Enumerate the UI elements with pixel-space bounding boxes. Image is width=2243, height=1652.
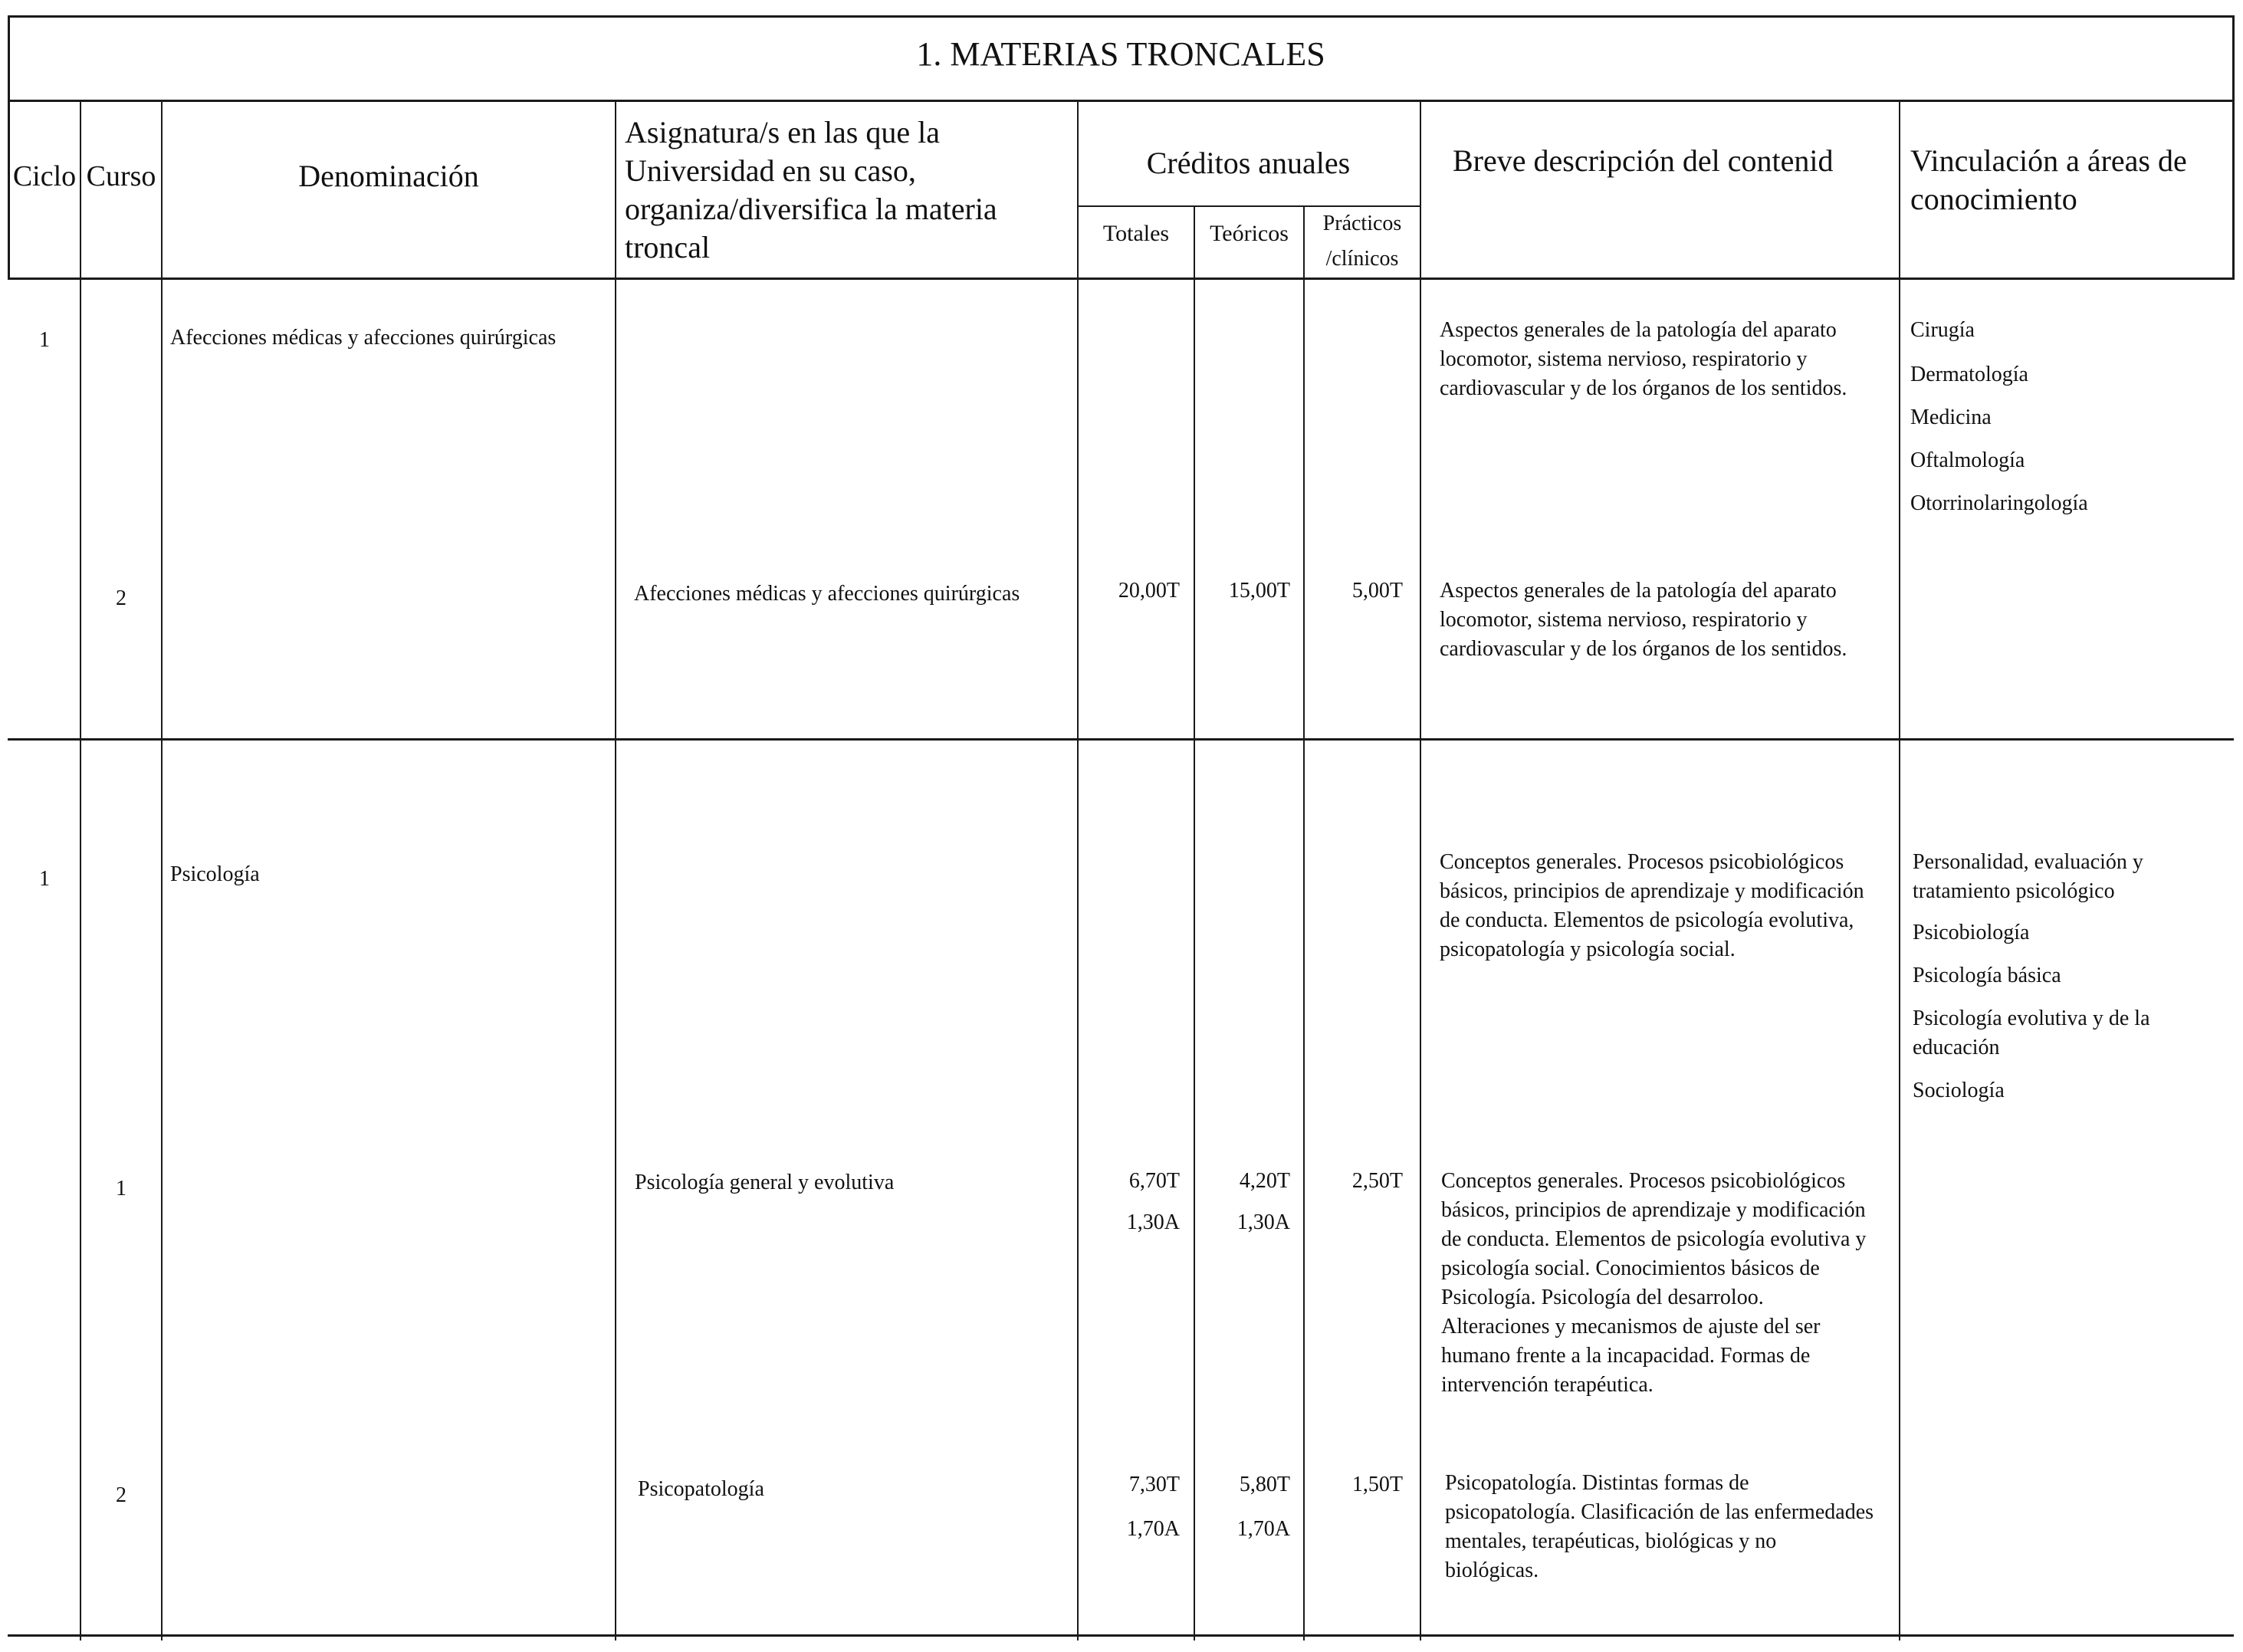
header-teoricos: Teóricos — [1210, 221, 1289, 246]
s2-sub2-totales-2: 1,70A — [1126, 1517, 1180, 1541]
header-ciclo: Ciclo — [12, 160, 77, 192]
page-title: 1. MATERIAS TRONCALES — [916, 35, 1325, 73]
header-practicos-line-2: /clínicos — [1325, 247, 1399, 271]
s1-area-1: Cirugía — [1910, 318, 1975, 342]
header-asignaturas-line-3: organiza/diversifica la materia — [625, 192, 997, 226]
header-descripcion: Breve descripción del contenid — [1453, 143, 1834, 178]
s1-descripcion: Aspectos generales de la patología del aparato locomotor, sistema nervioso, respiratorio y cardiovascular y de los órganos de los sentidos. — [1440, 318, 1847, 400]
s2-area-3: Psicología básica — [1913, 964, 2061, 987]
s2-sub2-asignatura: Psicopatología — [638, 1477, 764, 1501]
col-line-4 — [1077, 100, 1079, 1641]
s1-sub-teoricos: 15,00T — [1228, 579, 1290, 603]
s1-area-5: Otorrinolaringología — [1910, 491, 2088, 515]
s2-sub1-teoricos-1: 4,20T — [1239, 1169, 1290, 1193]
s2-sub1-teoricos-2: 1,30A — [1236, 1210, 1290, 1234]
s1-sub-totales: 20,00T — [1118, 579, 1180, 603]
col-line-6 — [1303, 205, 1305, 1641]
col-line-5 — [1194, 205, 1195, 1641]
s2-sub2-practicos: 1,50T — [1351, 1473, 1403, 1496]
s1-area-4: Oftalmología — [1910, 448, 2025, 472]
s2-sub2-teoricos-1: 5,80T — [1239, 1473, 1290, 1496]
s1-sub-asignatura: Afecciones médicas y afecciones quirúrgicas — [634, 582, 1020, 606]
s1-sub-practicos: 5,00T — [1351, 579, 1403, 603]
s2-sub2-totales-1: 7,30T — [1128, 1473, 1180, 1496]
col-line-1 — [80, 100, 81, 1641]
header-vinculacion-line-2: conocimiento — [1910, 182, 2077, 216]
s2-area-5: Sociología — [1913, 1079, 2005, 1102]
header-curso: Curso — [86, 160, 156, 192]
s2-sub1-descripcion: Conceptos generales. Procesos psicobiológicos básicos, principios de aprendizaje y modificación de conducta. Elementos de psicología evolutiva y psicología social. Conocimientos básicos de Psicología. Psicología del desarroloo. Alteraciones y mecanismos de ajuste del ser humano frente a la incapacidad. Formas de intervención terapéutica. — [1441, 1169, 1867, 1397]
s1-ciclo: 1 — [39, 328, 50, 352]
s1-sub-descripcion: Aspectos generales de la patología del aparato locomotor, sistema nervioso, respiratorio y cardiovascular y de los órganos de los sentidos. — [1440, 579, 1847, 661]
s2-sub1-practicos: 2,50T — [1351, 1169, 1403, 1193]
s1-area-3: Medicina — [1910, 406, 1992, 429]
s1-sub-curso: 2 — [116, 586, 126, 610]
border-top — [8, 15, 2234, 18]
header-asignaturas-line-2: Universidad en su caso, — [625, 153, 916, 188]
s2-sub2-curso: 2 — [116, 1483, 126, 1507]
s2-sub1-asignatura: Psicología general y evolutiva — [635, 1171, 895, 1194]
header-practicos-line-1: Prácticos — [1322, 212, 1402, 235]
s2-area-4: Psicología evolutiva y de la educación — [1913, 1007, 2150, 1059]
header-creditos: Créditos anuales — [1146, 146, 1351, 180]
s2-area-2: Psicobiología — [1913, 921, 2030, 944]
header-totales: Totales — [1102, 221, 1170, 246]
header-vinculacion-line-1: Vinculación a áreas de — [1910, 143, 2187, 178]
col-line-2 — [161, 100, 163, 1641]
header-asignaturas-line-4: troncal — [625, 230, 711, 264]
header-denominacion: Denominación — [298, 159, 479, 193]
creditos-sub-rule — [1077, 205, 1420, 207]
s2-sub2-descripcion: Psicopatología. Distintas formas de psicopatología. Clasificación de las enfermedades mentales, terapéuticas, biológicas y no biológicas. — [1445, 1471, 1874, 1582]
s2-sub2-teoricos-2: 1,70A — [1236, 1517, 1290, 1541]
s2-sub1-totales-1: 6,70T — [1128, 1169, 1180, 1193]
header-asignaturas-line-1: Asignatura/s en las que la — [625, 115, 940, 149]
col-line-8 — [1899, 100, 1900, 1641]
s2-descripcion: Conceptos generales. Procesos psicobiológicos básicos, principios de aprendizaje y modificación de conducta. Elementos de psicología evolutiva, psicopatología y psicología social. — [1440, 850, 1864, 961]
s2-denominacion: Psicología — [170, 862, 260, 886]
s2-sub1-totales-2: 1,30A — [1126, 1210, 1180, 1234]
s2-area-1: Personalidad, evaluación y tratamiento psicológico — [1913, 850, 2143, 903]
s1-denominacion: Afecciones médicas y afecciones quirúrgicas — [170, 326, 557, 350]
s2-sub1-curso: 1 — [116, 1177, 126, 1200]
s1-area-2: Dermatología — [1910, 363, 2028, 386]
col-line-7 — [1420, 100, 1421, 1641]
s2-ciclo: 1 — [39, 867, 50, 891]
col-line-3 — [615, 100, 616, 1641]
